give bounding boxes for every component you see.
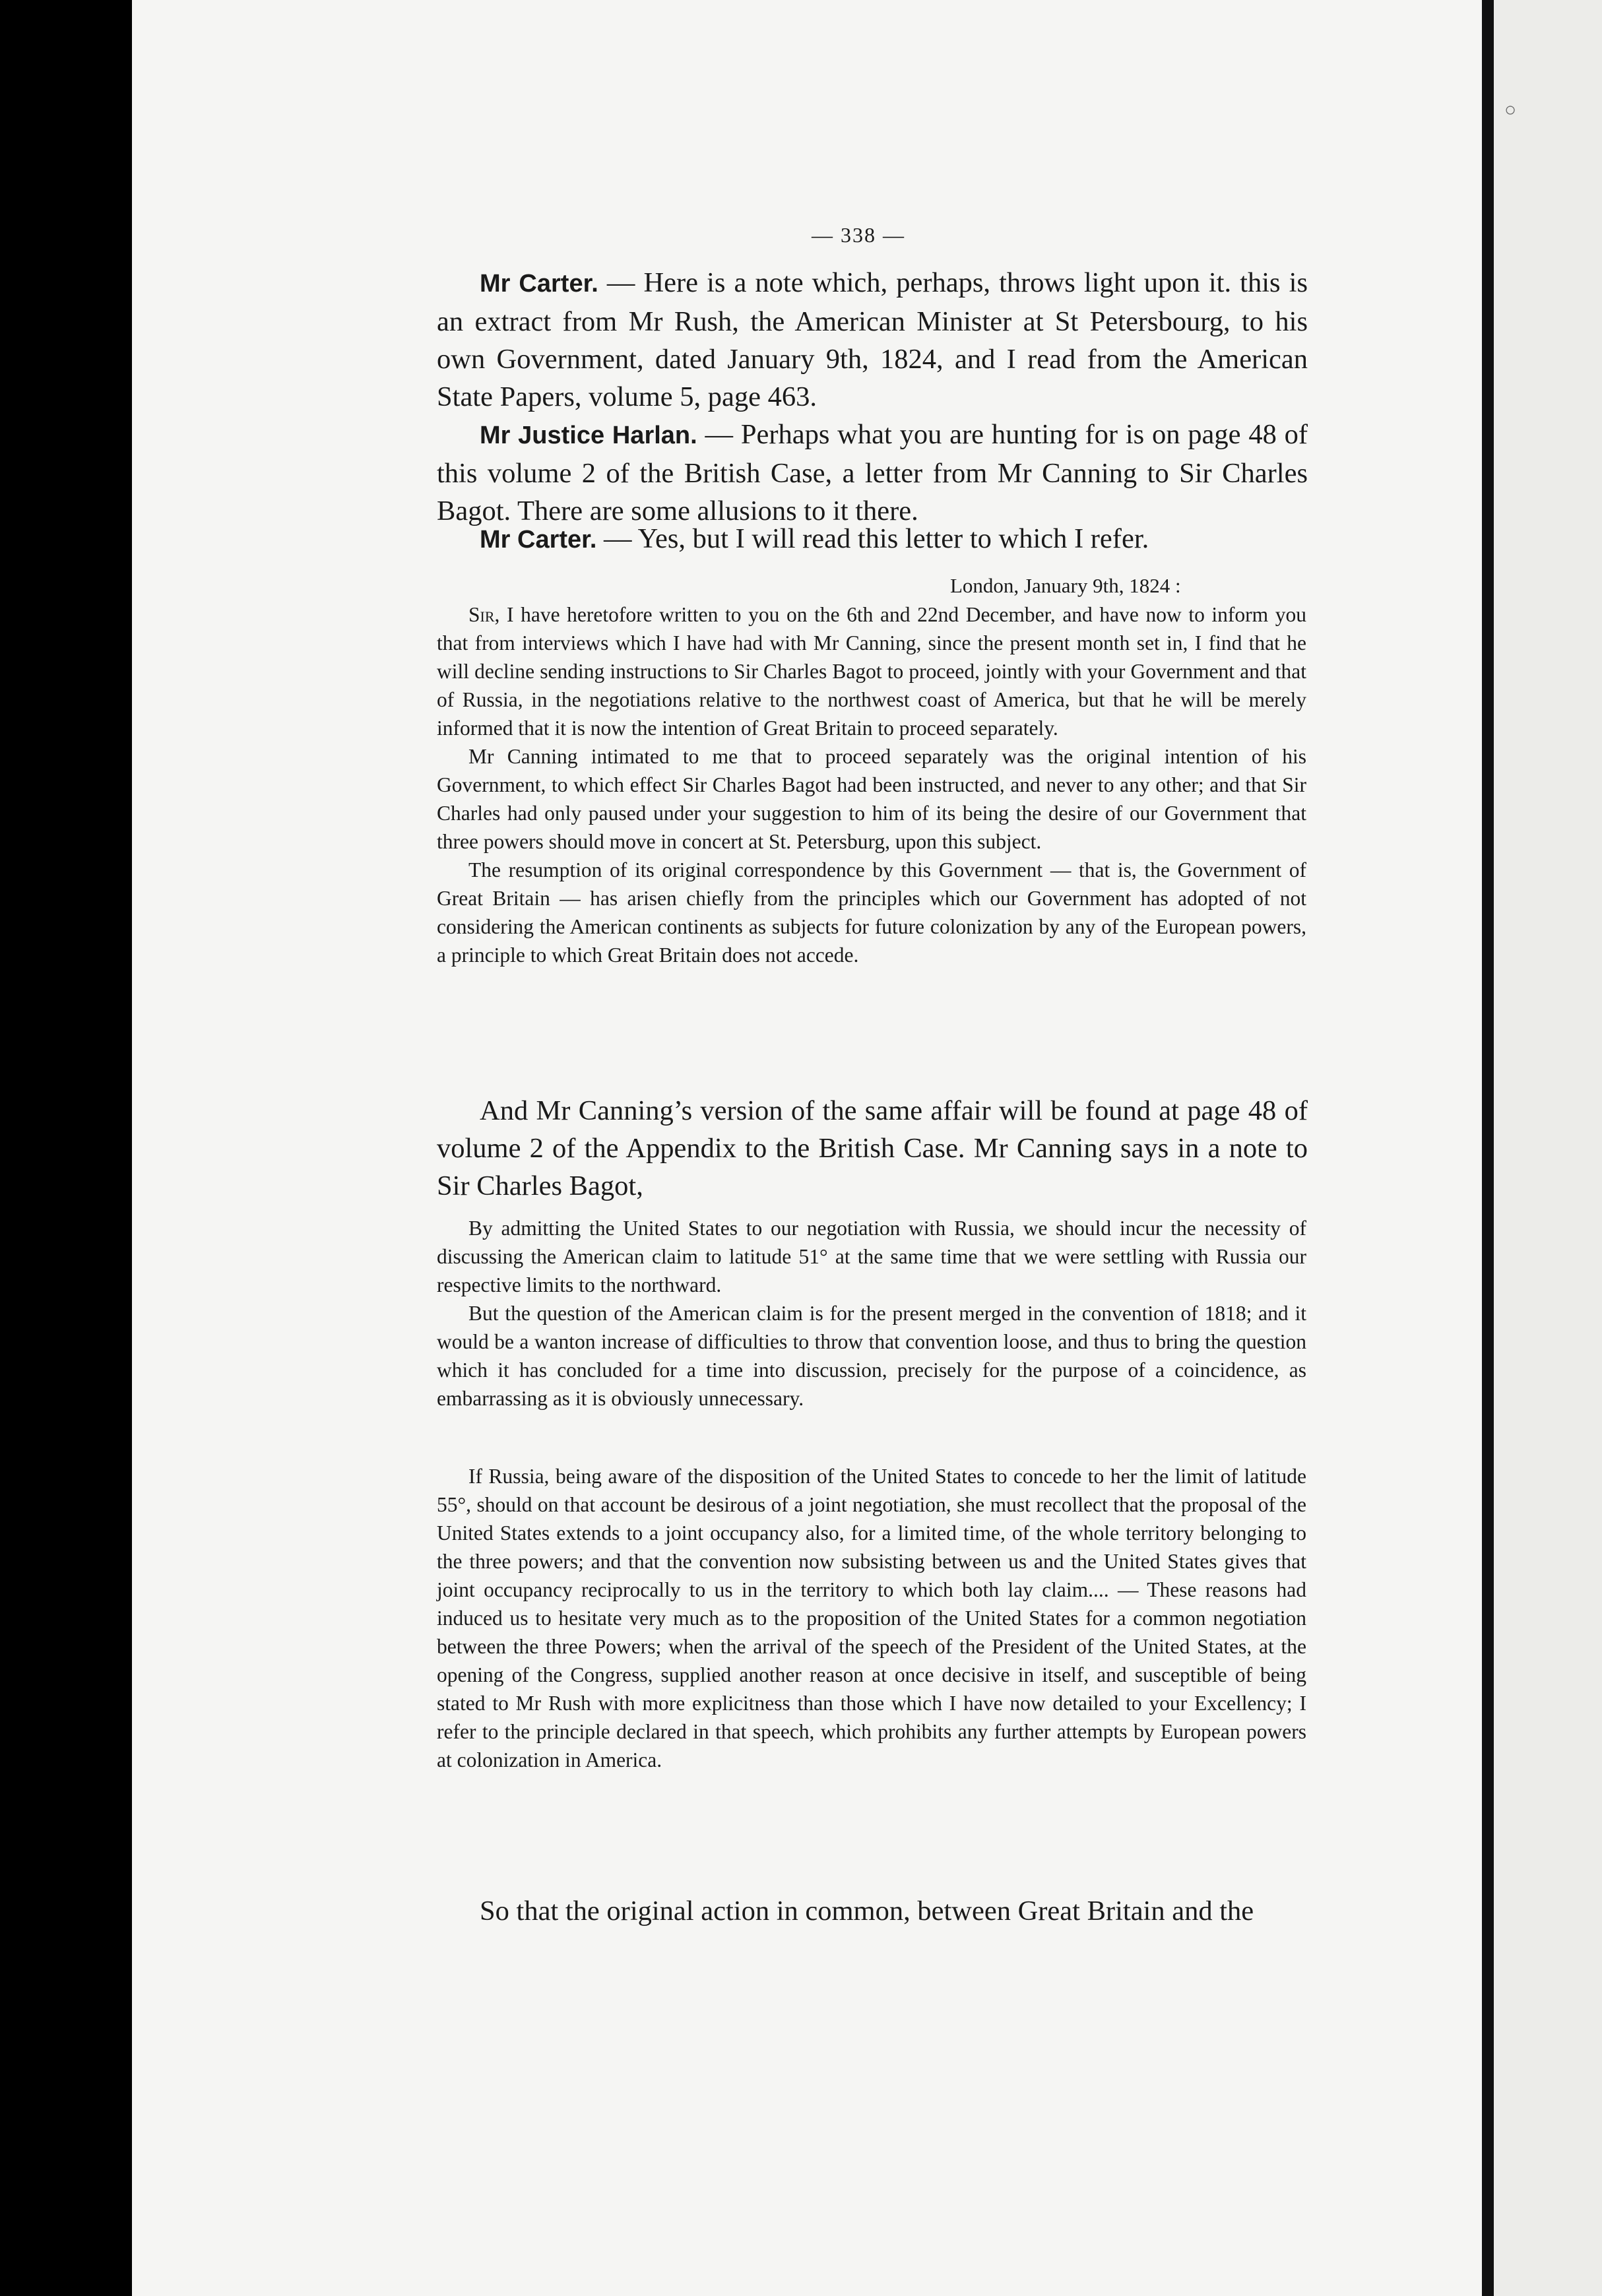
- paragraph-text: — Perhaps what you are hunting for is on page 48 of this volume 2 of the British Case, a letter from Mr Canning to Sir Charles Bagot. There are some allusions to it there.: [437, 419, 1308, 526]
- letter-paragraph: [437, 600, 1306, 742]
- note-text: If Russia, being aware of the disposition of the United States to concede to her the limit of latitude 55°, should on that account be desirous of a joint negotiation, she must recollect that the proposal of the United States extends to a joint occupancy also, for a limited time, of the whole territory belonging to the three powers; and that the convention now subsisting between us and the United States gives that joint occupancy reciprocally to us in the territory to which both lay claim.... — These reasons had induced us to hesitate very much as to the proposition of the United States for a common negotiation between the three Powers; when the arrival of the speech of the President of the United States, at the opening of the Congress, supplied another reason at once decisive in itself, and susceptible of being stated to Mr Rush with more explicitness than those which I have now detailed to your Excellency; I refer to the principle declared in that speech, which prohibits any further attempts by European powers at colonization in America.: [437, 1465, 1306, 1771]
- note-paragraph: [437, 1462, 1306, 1774]
- note-paragraph: [437, 1299, 1306, 1413]
- paragraph-text: — Yes, but I will read this letter to which I refer.: [604, 523, 1149, 554]
- speaker-name: Mr Carter.: [480, 526, 597, 554]
- letter-text: Mr Canning intimated to me that to proceed separately was the original intention of his Government, to which effect Sir Charles Bagot had been instructed, and never to any other; and that Sir Charles had only paused under your suggestion to him of its being the desire of our Government that three powers should move in concert at St. Petersburg, upon this subject.: [437, 745, 1306, 853]
- paragraph-text: So that the original action in common, between Great Britain and the: [480, 1896, 1254, 1927]
- letter-paragraph: [437, 856, 1306, 969]
- quoted-note-canning-2: [437, 1462, 1306, 1774]
- letter-salutation: Sir,: [468, 603, 500, 626]
- note-text: By admitting the United States to our negotiation with Russia, we should incur the necessity of discussing the American claim to latitude 51° at the same time that we were settling with Russia our respective limits to the northward.: [437, 1217, 1306, 1296]
- speaker-name: Mr Carter.: [480, 270, 598, 298]
- scan-border-left: [0, 0, 132, 2296]
- paragraph-text: — Here is a note which, perhaps, throws light upon it. this is an extract from Mr Rush, the American Minister at St Petersbourg, to his own Government, dated January 9th, 1824, and I read from the American State Papers, volume 5, page 463.: [437, 267, 1308, 412]
- paragraph-harlan: [437, 416, 1308, 530]
- note-paragraph: [437, 1214, 1306, 1299]
- letter-text: The resumption of its original correspondence by this Government — that is, the Government of Great Britain — has arisen chiefly from the principles which our Government has adopted of not considering the American continents as subjects for future colonization by any of the European powers, a principle to which Great Britain does not accede.: [437, 858, 1306, 967]
- next-page-mark: ○: [1504, 99, 1517, 121]
- paragraph-text: And Mr Canning’s version of the same affair will be found at page 48 of volume 2 of the Appendix to the British Case. Mr Canning says in a note to Sir Charles Bagot,: [437, 1095, 1308, 1201]
- page-gutter: [1482, 0, 1494, 2296]
- letter-text: I have heretofore written to you on the 6th and 22nd December, and have now to inform you that from interviews which I have had with Mr Canning, since the present month set in, I find that he will decline sending instructions to Sir Charles Bagot to proceed, jointly with your Government and that of Russia, in the negotiations relative to the northwest coast of America, but that he will be merely informed that it is now the intention of Great Britain to proceed separately.: [437, 603, 1307, 740]
- letter-paragraph: [437, 742, 1306, 856]
- quoted-letter-rush: [437, 600, 1306, 969]
- paragraph-carter-1: [437, 264, 1308, 416]
- letter-dateline: London, January 9th, 1824 :: [950, 574, 1181, 597]
- quoted-note-canning-1: [437, 1214, 1306, 1413]
- speaker-name: Mr Justice Harlan.: [480, 422, 697, 449]
- next-page-edge: [1494, 0, 1602, 2296]
- paragraph-carter-2: [437, 520, 1308, 559]
- note-text: But the question of the American claim is for the present merged in the convention of 1818; and it would be a wanton increase of difficulties to throw that convention loose, and thus to bring the question which it has concluded for a time into discussion, precisely for the purpose of a coincidence, as embarrassing as it is obviously unnecessary.: [437, 1302, 1306, 1410]
- paragraph-closing: [437, 1892, 1308, 1930]
- page-number: — 338 —: [812, 223, 905, 247]
- paragraph-canning-version: [437, 1092, 1308, 1205]
